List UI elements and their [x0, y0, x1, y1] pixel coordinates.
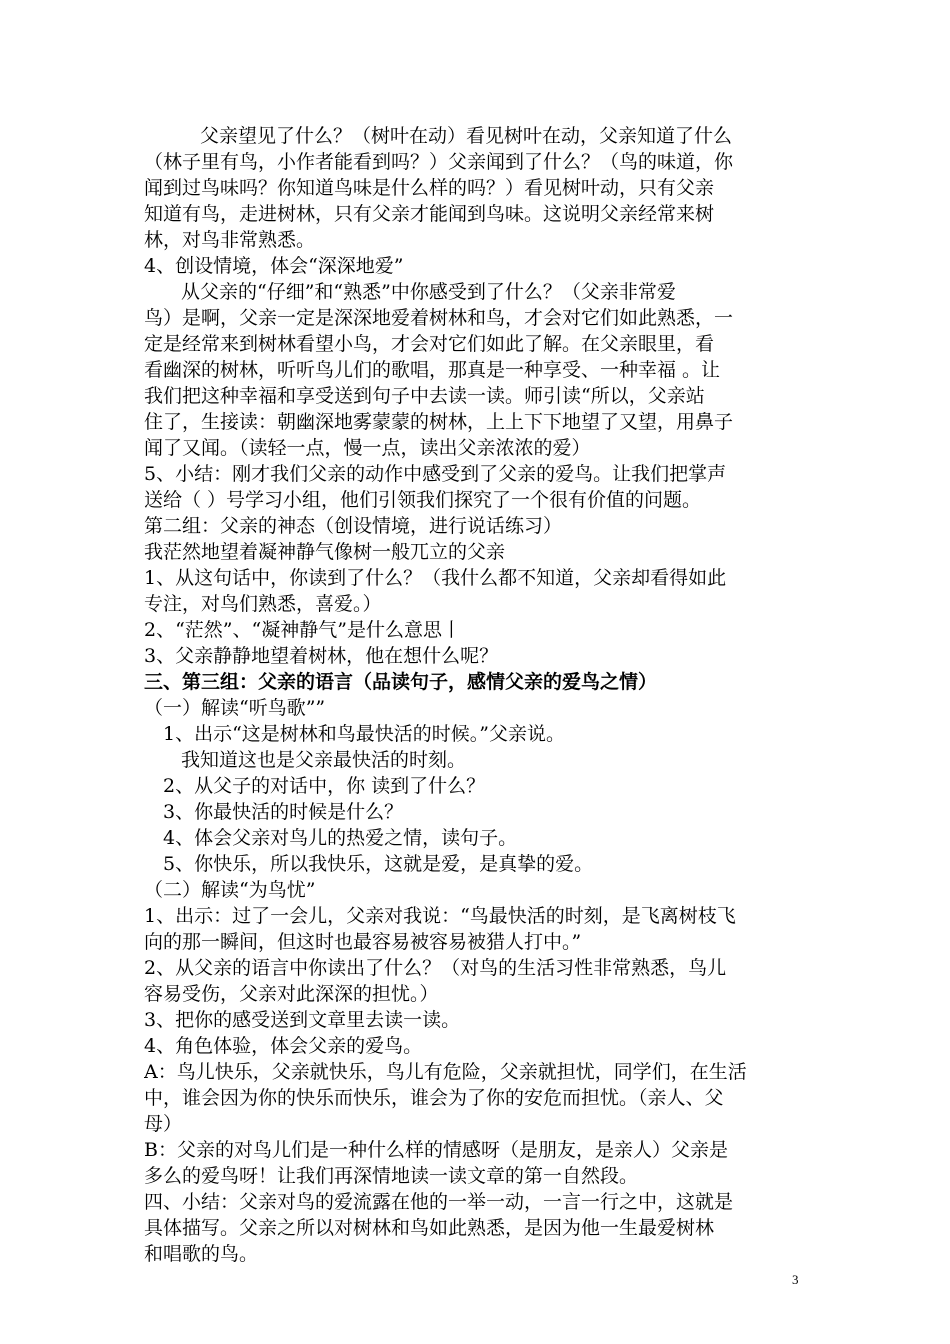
page-number: 3: [792, 1272, 799, 1287]
text-line: 第二组：父亲的神态（创设情境，进行说话练习）: [144, 515, 563, 537]
text-line: 具体描写。父亲之所以对树林和鸟如此熟悉，是因为他一生最爱树林: [144, 1217, 715, 1239]
text-line: 4、创设情境，体会“深深地爱”: [144, 255, 404, 277]
text-line: 2、从父亲的语言中你读出了什么？（对鸟的生活习性非常熟悉，鸟儿: [144, 957, 727, 979]
text-line: 3、父亲静静地望着树林，他在想什么呢？: [144, 645, 499, 667]
text-line: 定是经常来到树林看望小鸟，才会对它们如此了解。在父亲眼里，看: [144, 333, 715, 355]
text-line: 1、从这句话中，你读到了什么？（我什么都不知道，父亲却看得如此: [144, 567, 727, 589]
text-line: 闻了又闻。（读轻一点，慢一点，读出父亲浓浓的爱）: [144, 437, 591, 459]
text-line: 专注，对鸟们熟悉，喜爱。）: [144, 593, 382, 615]
text-line: 多么的爱鸟呀！让我们再深情地读一读文章的第一自然段。: [144, 1165, 639, 1187]
text-line: 和唱歌的鸟。: [144, 1243, 259, 1265]
text-line: 鸟）是啊，父亲一定是深深地爱着树林和鸟，才会对它们如此熟悉，一: [144, 307, 734, 329]
text-line: 看幽深的树林，听听鸟儿们的歌唱，那真是一种享受、一种幸福 。让: [144, 359, 721, 381]
text-line: 送给（ ）号学习小组，他们引领我们探究了一个很有价值的问题。: [144, 489, 702, 511]
text-line: 1、出示“这是树林和鸟最快活的时候。”父亲说。: [163, 723, 566, 745]
text-line: 我知道这也是父亲最快活的时刻。: [181, 749, 467, 771]
text-line: 向的那一瞬间，但这时也最容易被容易被猎人打中。”: [144, 931, 582, 953]
text-line: 2、从父子的对话中，你 读到了什么？: [163, 775, 486, 797]
text-line: 容易受伤，父亲对此深深的担忧。）: [144, 983, 439, 1005]
text-line: 闻到过鸟味吗？你知道鸟味是什么样的吗？）看见树叶动，只有父亲: [144, 177, 715, 199]
text-line: 母）: [144, 1113, 183, 1135]
text-line: （一）解读“听鸟歌””: [144, 697, 326, 719]
text-line: 1、出示：过了一会儿，父亲对我说：“鸟最快活的时刻，是飞离树枝飞: [144, 905, 736, 927]
text-line: 2、“茫然”、“凝神静气”是什么意思丨: [144, 619, 461, 641]
text-line: 5、你快乐，所以我快乐，这就是爱，是真挚的爱。: [163, 853, 594, 875]
text-line: 父亲望见了什么？（树叶在动）看见树叶在动，父亲知道了什么: [200, 125, 733, 147]
text-line: 5、小结：刚才我们父亲的动作中感受到了父亲的爱鸟。让我们把掌声: [144, 463, 727, 485]
text-line: B：父亲的对鸟儿们是一种什么样的情感呀（是朋友，是亲人）父亲是: [144, 1139, 728, 1161]
text-line: 知道有鸟，走进树林，只有父亲才能闻到鸟味。这说明父亲经常来树: [144, 203, 715, 225]
text-line: 林，对鸟非常熟悉。: [144, 229, 316, 251]
section-heading: 三、第三组：父亲的语言（品读句子，感情父亲的爱鸟之情）: [144, 671, 658, 693]
text-line: 4、体会父亲对鸟儿的热爱之情，读句子。: [163, 827, 518, 849]
text-line: 从父亲的“仔细”和“熟悉”中你感受到了什么？（父亲非常爱: [181, 281, 676, 303]
text-line: 中，谁会因为你的快乐而快乐，谁会为了你的安危而担忧。（亲人、父: [144, 1087, 724, 1109]
text-line: 4、角色体验，体会父亲的爱鸟。: [144, 1035, 423, 1057]
text-line: （二）解读“为鸟忧”: [144, 879, 316, 901]
text-line: 3、你最快活的时候是什么？: [163, 801, 404, 823]
text-line: 四、小结：父亲对鸟的爱流露在他的一举一动，一言一行之中，这就是: [144, 1191, 734, 1213]
text-line: 我们把这种幸福和享受送到句子中去读一读。师引读“所以，父亲站: [144, 385, 705, 407]
text-line: 住了，生接读：朝幽深地雾蒙蒙的树林，上上下下地望了又望，用鼻子: [144, 411, 734, 433]
text-line: A：鸟儿快乐，父亲就快乐，鸟儿有危险，父亲就担忧，同学们，在生活: [144, 1061, 747, 1083]
text-line: 我茫然地望着凝神静气像树一般兀立的父亲: [144, 541, 506, 563]
text-line: （林子里有鸟，小作者能看到吗？）父亲闻到了什么？（鸟的味道，你: [144, 151, 734, 173]
text-line: 3、把你的感受送到文章里去读一读。: [144, 1009, 461, 1031]
